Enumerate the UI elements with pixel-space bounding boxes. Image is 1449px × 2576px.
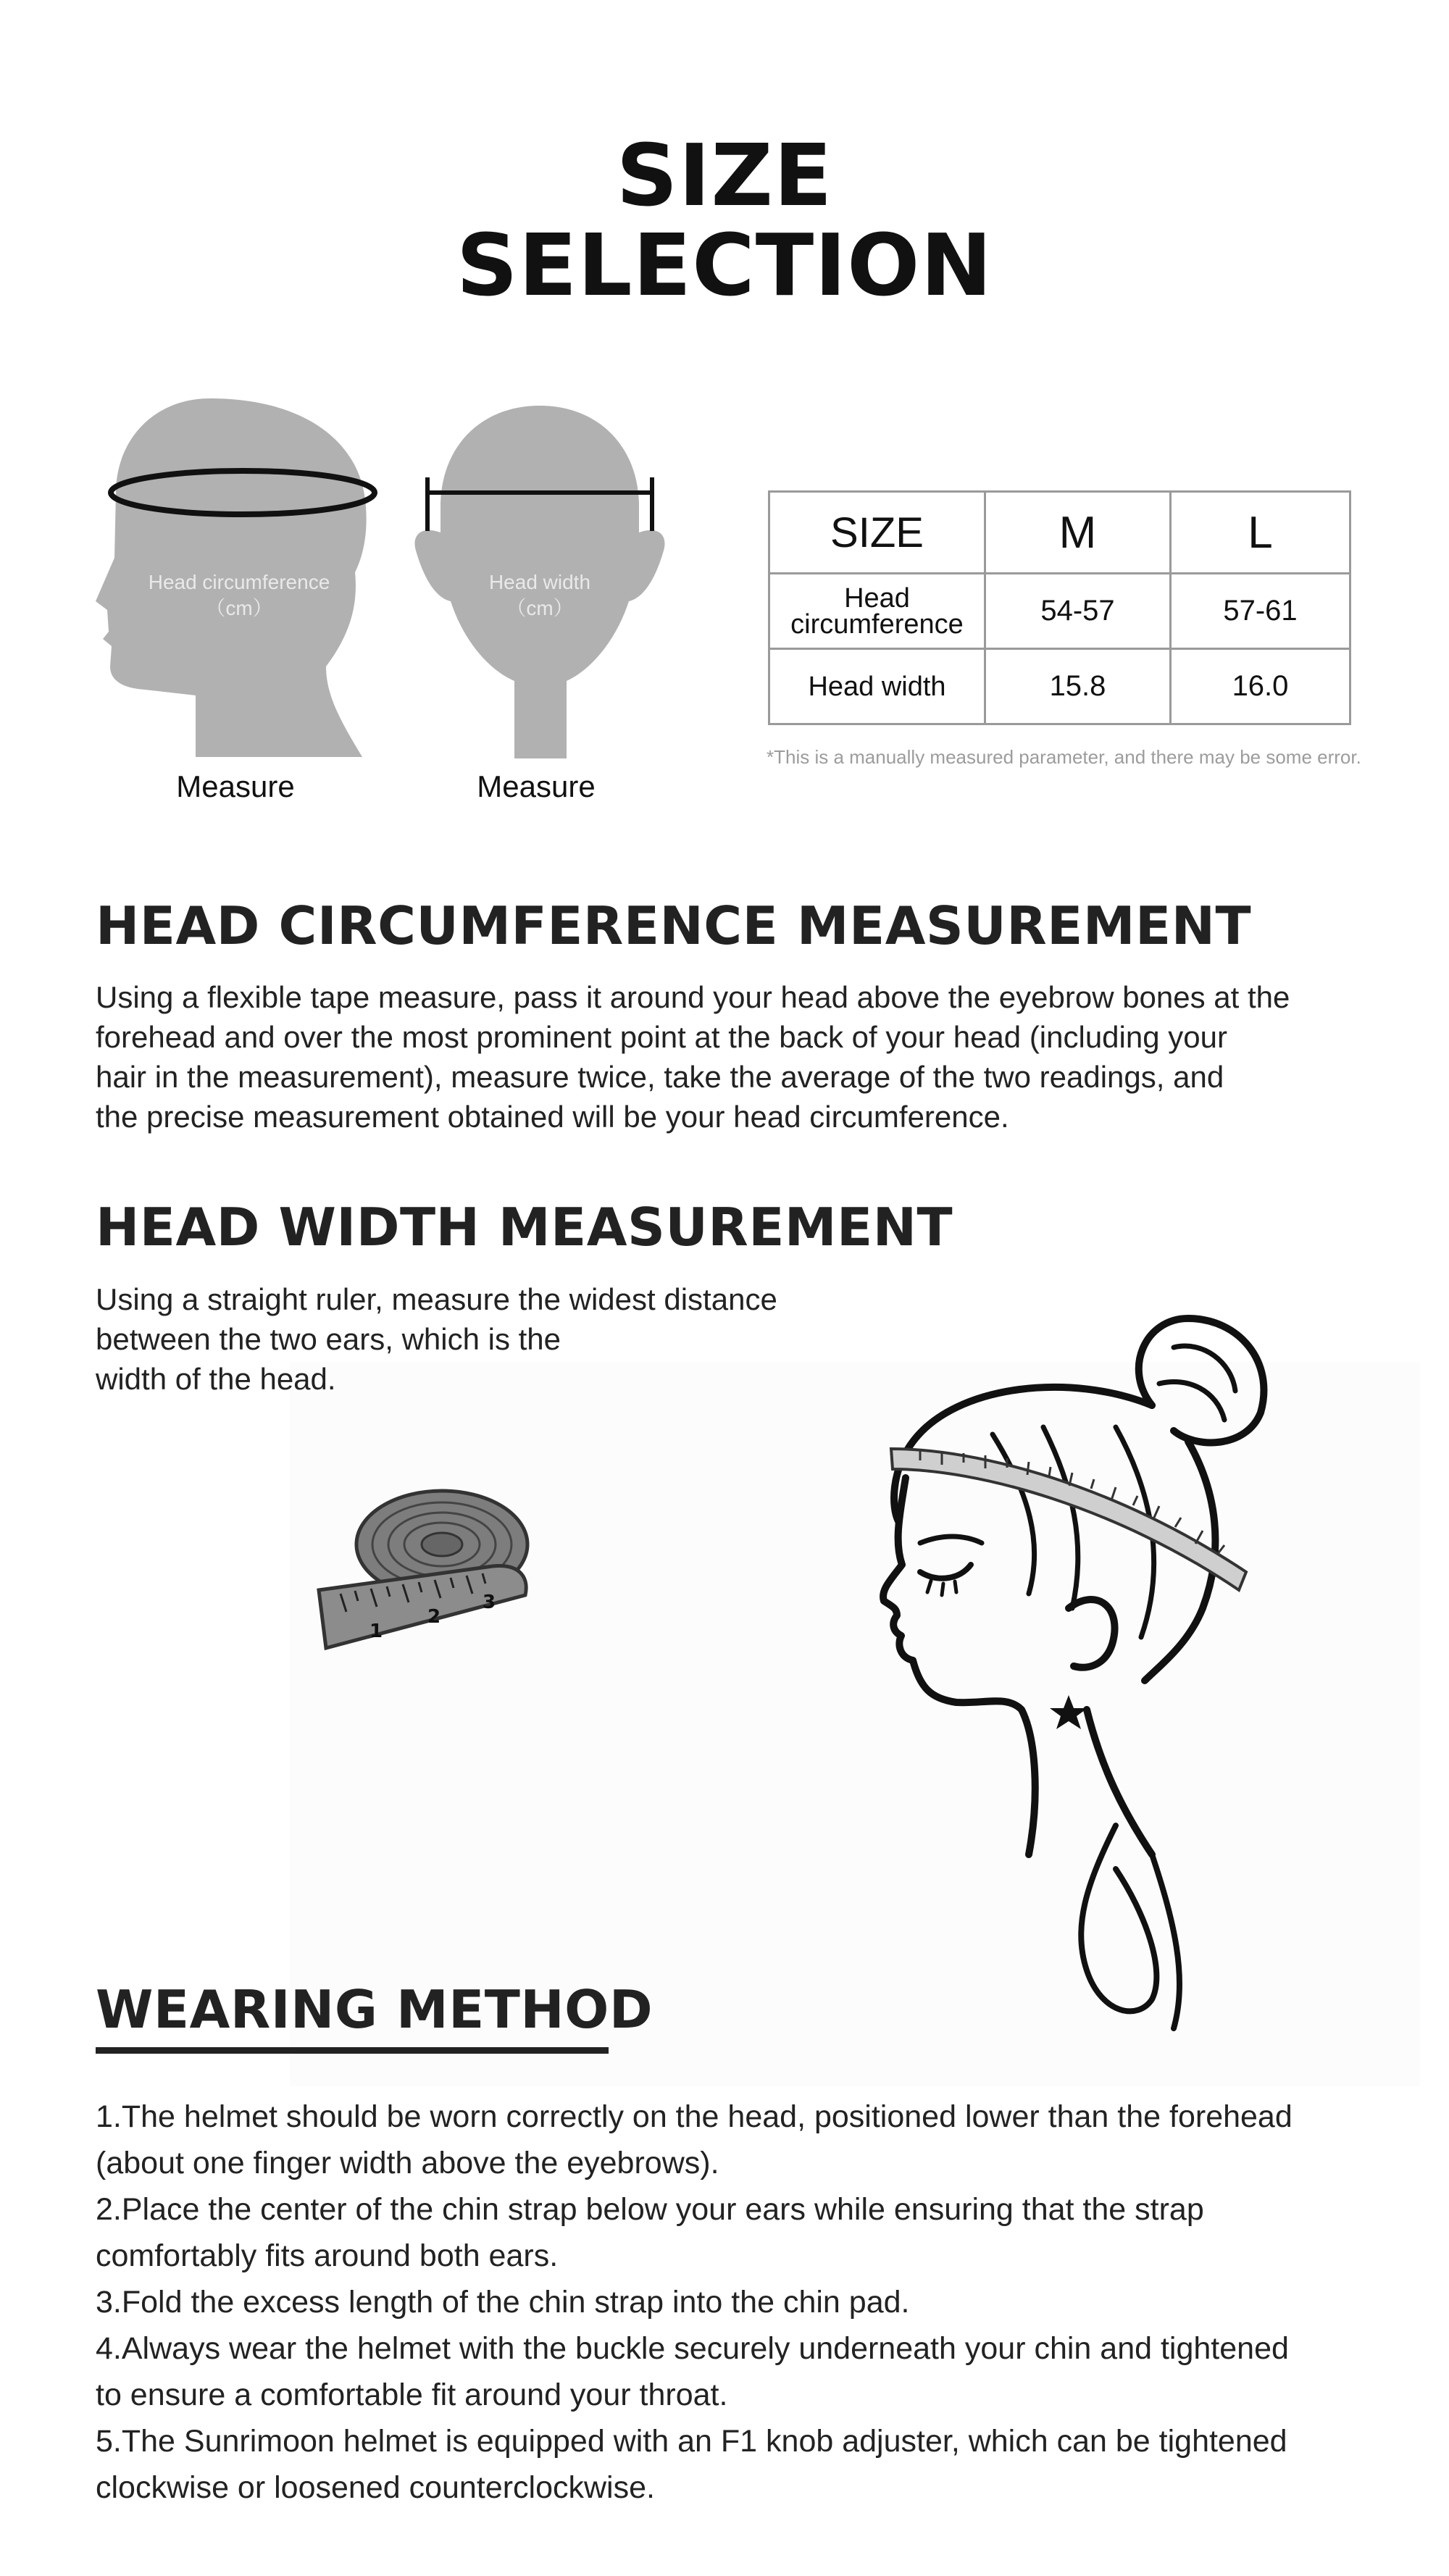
step-line: 2.Place the center of the chin strap below your ears while ensuring that the strap bbox=[96, 2192, 1204, 2227]
step-line: 1.The helmet should be worn correctly on the head, positioned lower than the forehead bbox=[96, 2099, 1293, 2134]
page-title-line2: SELECTION bbox=[456, 215, 993, 315]
head-measuring-tape bbox=[891, 1449, 1246, 1590]
size-table-cell: 57-61 bbox=[1171, 574, 1350, 649]
hair-bun bbox=[1139, 1318, 1264, 1442]
size-table-header-size: SIZE bbox=[769, 492, 985, 574]
closed-eye bbox=[920, 1565, 971, 1578]
page-title bbox=[0, 125, 1449, 315]
paragraph-line: Using a straight ruler, measure the widest distance bbox=[96, 1282, 777, 1316]
width-inner-unit: （cm） bbox=[506, 597, 574, 619]
circumference-inner-unit: （cm） bbox=[205, 597, 273, 619]
row-label-line2: circumference bbox=[790, 609, 964, 640]
step-line: comfortably fits around both ears. bbox=[96, 2238, 559, 2273]
page-title-line1: SIZE bbox=[616, 125, 833, 225]
step-line: to ensure a comfortable fit around your throat. bbox=[96, 2378, 728, 2412]
table-note: *This is a manually measured parameter, and there may be some error. bbox=[767, 746, 1361, 768]
earring-star-icon bbox=[1050, 1695, 1087, 1729]
width-inner-label-text: Head width bbox=[488, 571, 591, 593]
wearing-heading: WEARING METHOD bbox=[96, 1979, 653, 2040]
circumference-paragraph bbox=[96, 977, 1414, 1137]
step-line: 5.The Sunrimoon helmet is equipped with an F1 knob adjuster, which can be tightened bbox=[96, 2424, 1287, 2459]
circumference-inner-label-text: Head circumference bbox=[148, 571, 330, 593]
wearing-steps bbox=[96, 2094, 1400, 2511]
paragraph-line: width of the head. bbox=[96, 1362, 336, 1396]
width-heading: HEAD WIDTH MEASUREMENT bbox=[96, 1197, 953, 1258]
circumference-caption: Measure bbox=[176, 769, 295, 803]
width-caption: Measure bbox=[477, 769, 596, 803]
paragraph-line: forehead and over the most prominent point at the back of your head (including your bbox=[96, 1020, 1227, 1054]
size-table-header-l: L bbox=[1171, 492, 1350, 574]
ear bbox=[1069, 1599, 1115, 1668]
wearing-heading-underline bbox=[96, 2047, 609, 2054]
circumference-inner-label bbox=[123, 569, 355, 622]
size-table-cell: 54-57 bbox=[985, 574, 1171, 649]
width-inner-label bbox=[424, 569, 656, 622]
paragraph-line: the precise measurement obtained will be your head circumference. bbox=[96, 1100, 1009, 1134]
size-table-row-label: Head width bbox=[769, 649, 985, 724]
size-table-row bbox=[769, 574, 1350, 649]
tape-measure-illustration bbox=[312, 1485, 558, 1666]
size-table-row-label bbox=[769, 574, 985, 649]
paragraph-line: between the two ears, which is the bbox=[96, 1322, 561, 1356]
size-table-cell: 15.8 bbox=[985, 649, 1171, 724]
size-table-header-row bbox=[769, 492, 1350, 574]
paragraph-line: Using a flexible tape measure, pass it around your head above the eyebrow bones at the bbox=[96, 980, 1290, 1014]
tape-number: 3 bbox=[483, 1592, 496, 1613]
size-table-cell: 16.0 bbox=[1171, 649, 1350, 724]
paragraph-line: hair in the measurement), measure twice, take the average of the two readings, and bbox=[96, 1060, 1224, 1094]
tape-number: 2 bbox=[427, 1606, 441, 1628]
step-line: (about one finger width above the eyebrows). bbox=[96, 2146, 719, 2180]
row-label-line1: Head bbox=[844, 582, 910, 614]
size-table-header-m: M bbox=[985, 492, 1171, 574]
tape-number: 1 bbox=[369, 1621, 383, 1642]
size-table bbox=[768, 490, 1351, 725]
woman-head-illustration bbox=[811, 1304, 1275, 2043]
step-line: 4.Always wear the helmet with the buckle securely underneath your chin and tightened bbox=[96, 2331, 1289, 2366]
step-line: clockwise or loosened counterclockwise. bbox=[96, 2470, 655, 2505]
step-line: 3.Fold the excess length of the chin strap into the chin pad. bbox=[96, 2285, 910, 2320]
circumference-heading: HEAD CIRCUMFERENCE MEASUREMENT bbox=[96, 895, 1252, 956]
size-table-row bbox=[769, 649, 1350, 724]
